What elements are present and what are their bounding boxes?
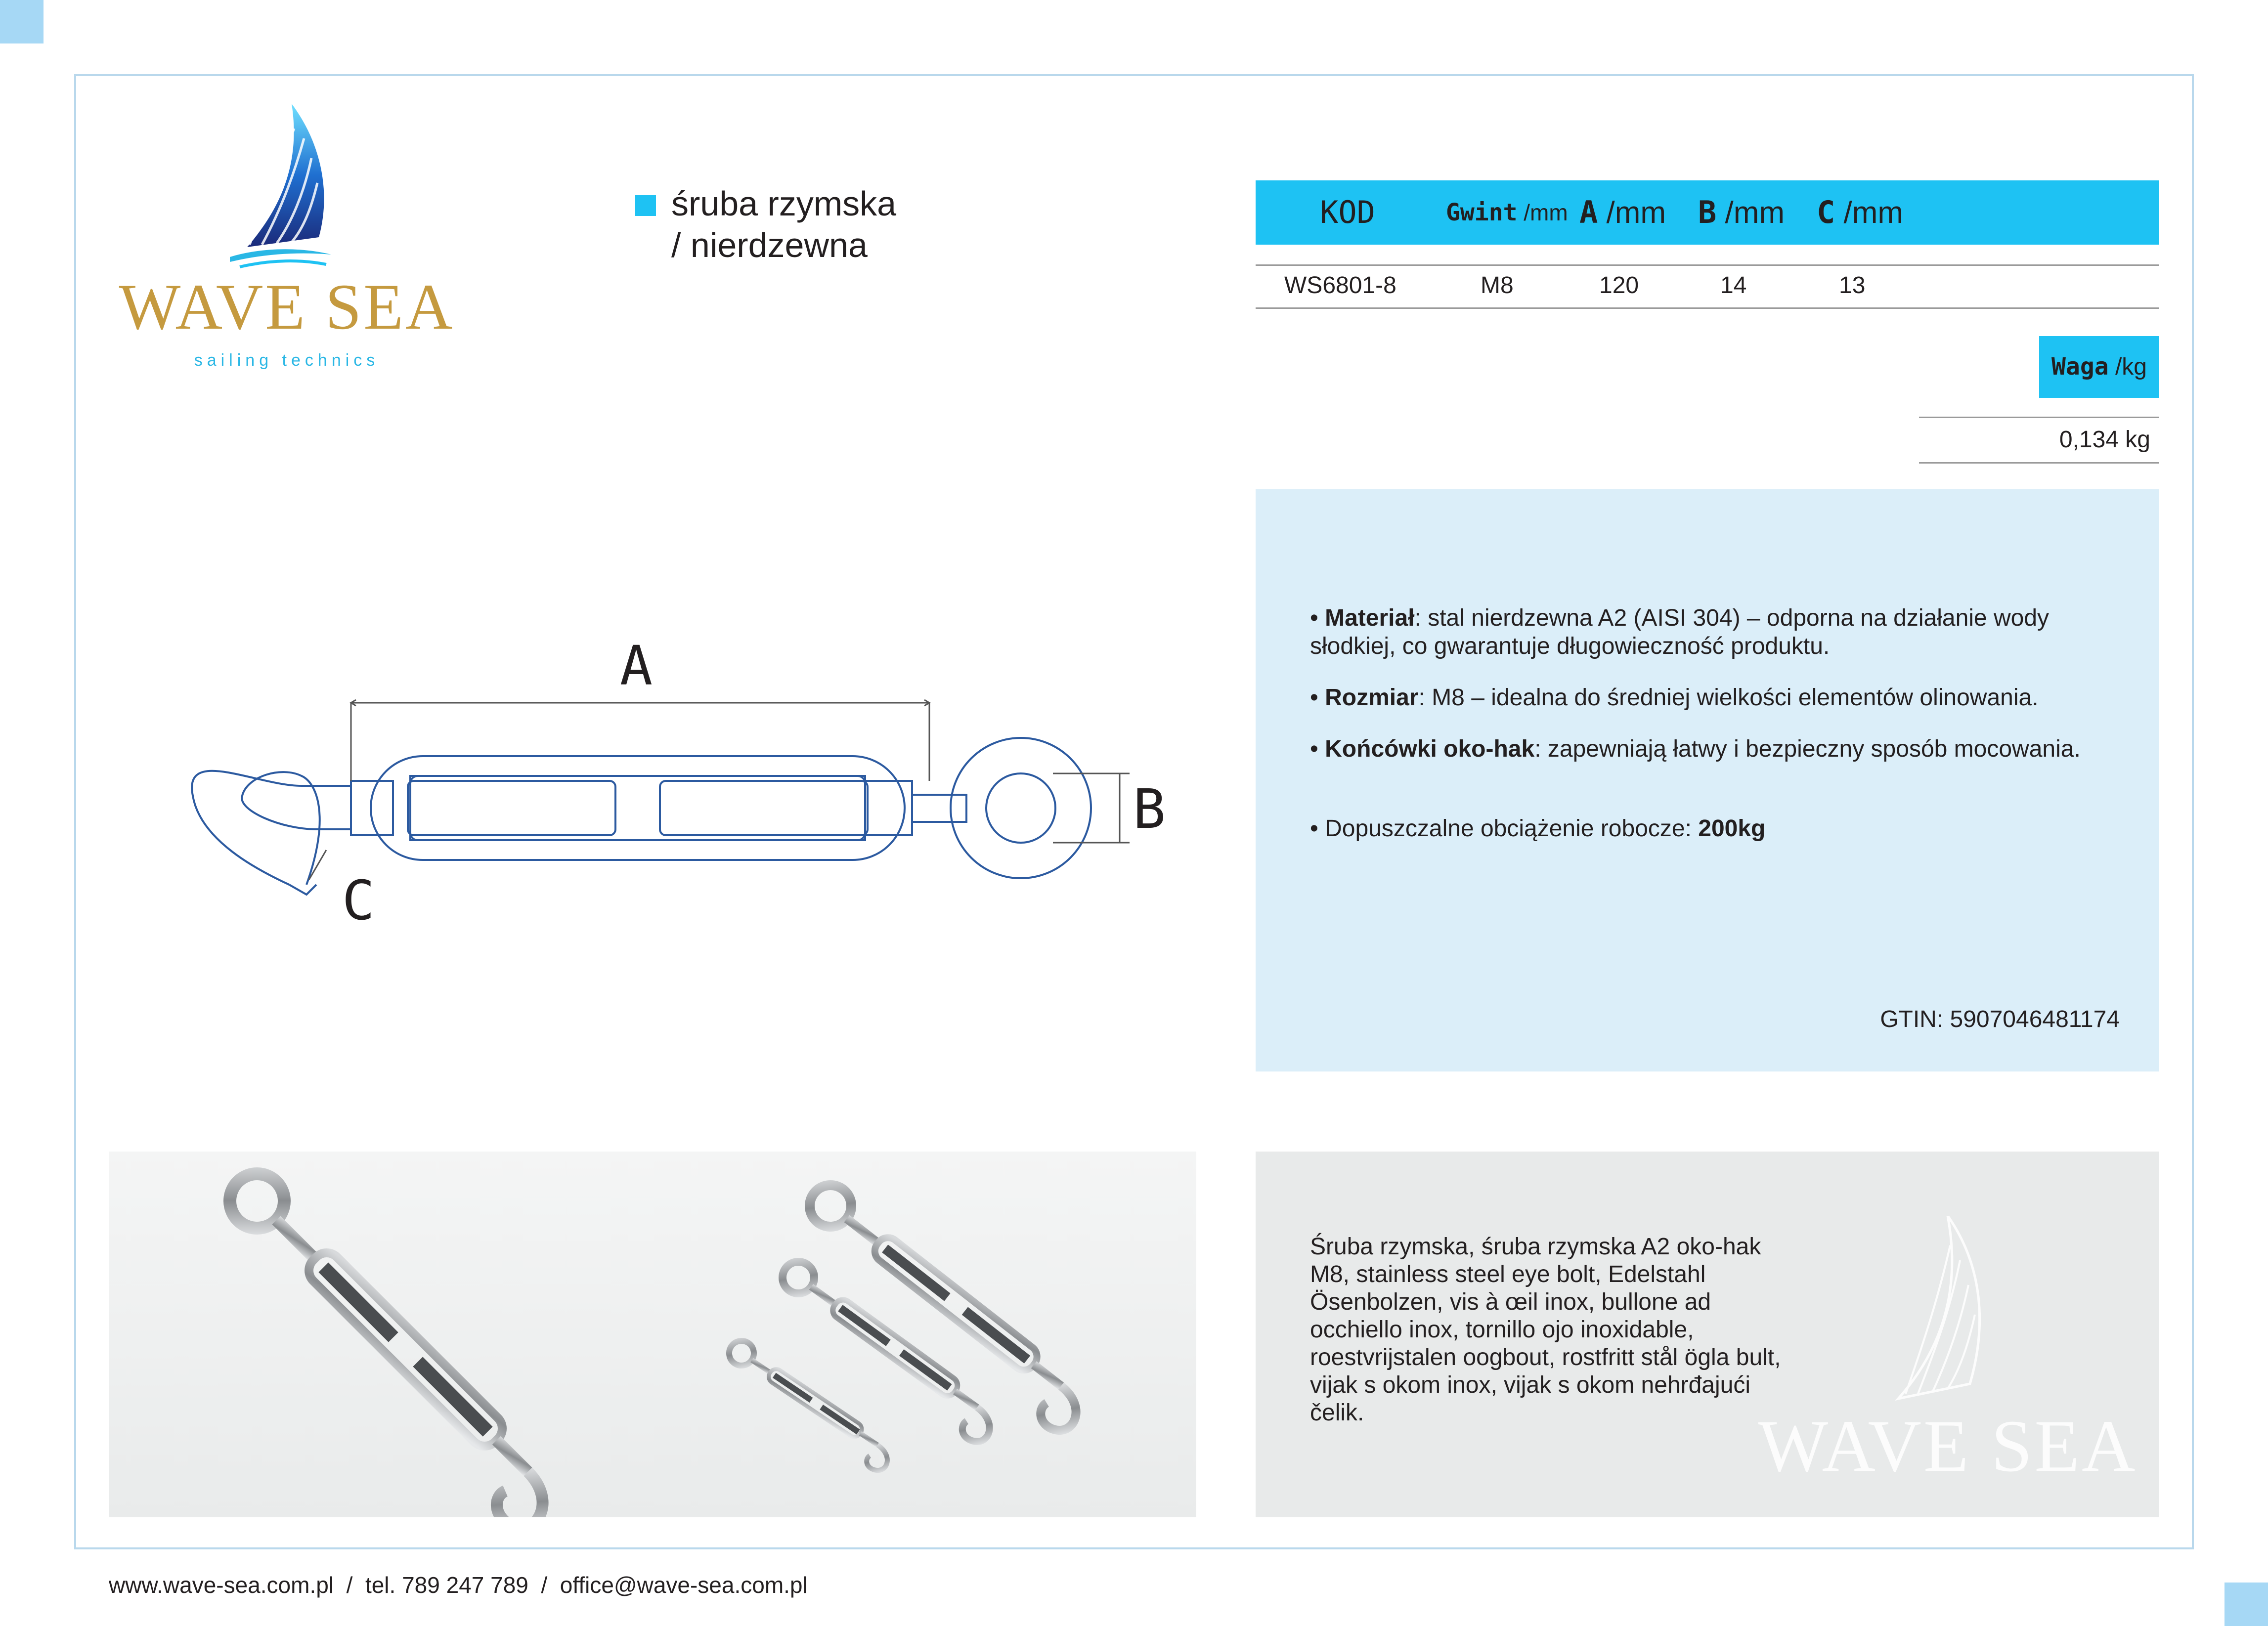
corner-marker-bottom-right [2224, 1583, 2268, 1626]
brand-logo [114, 99, 460, 376]
spec-panel [1256, 489, 2159, 1071]
weight-rule-bottom [1919, 462, 2159, 464]
title-marker [635, 195, 656, 216]
header-gwint: Gwint /mm [1446, 199, 1568, 226]
dim-label-a: A [619, 634, 653, 697]
footer-contact: www.wave-sea.com.pl / tel. 789 247 789 / office@wave-sea.com.pl [109, 1572, 808, 1598]
gtin-code: GTIN: 5907046481174 [1880, 1006, 2120, 1032]
description-panel [1256, 1152, 2159, 1517]
product-photo [109, 1152, 1196, 1517]
dim-label-c: C [342, 869, 375, 924]
product-description: Śruba rzymska, śruba rzymska A2 oko-hak M8, stainless steel eye bolt, Edelstahl Ösenbolzen, vis à œil inox, bullone ad occhiello inox, tornillo ojo inoxidable, roestvrijstalen oogbout, rostfritt stål ögla bult, vijak s okom inox, vijak s okom nehrđajući čelik. [1310, 1234, 1781, 1426]
spec-ends: • Końcówki oko-hak: zapewniają łatwy i bezpieczny sposób mocowania. [1310, 736, 2081, 762]
weight-header-label: Waga [2051, 353, 2109, 381]
header-c: C /mm [1817, 194, 1904, 230]
header-a: A /mm [1579, 194, 1666, 230]
table-rule-bottom [1256, 307, 2159, 309]
header-b: B /mm [1698, 194, 1785, 230]
cell-gwint: M8 [1481, 272, 1514, 299]
corner-marker-top-left [0, 0, 44, 43]
weight-header [2039, 336, 2159, 398]
spec-table-header [1256, 180, 2159, 245]
weight-header-unit: /kg [2108, 354, 2147, 380]
product-title-line2: / nierdzewna [671, 226, 868, 264]
cell-c: 13 [1839, 272, 1866, 299]
sail-logo-icon [114, 99, 460, 277]
cell-b: 14 [1720, 272, 1747, 299]
brand-tagline: sailing technics [194, 351, 380, 370]
turnbuckle-diagram [168, 618, 1181, 924]
cell-a: 120 [1599, 272, 1639, 299]
product-title-line1: śruba rzymska [671, 184, 897, 223]
product-title [671, 183, 896, 266]
weight-rule-top [1919, 417, 2159, 418]
table-rule-top [1256, 264, 2159, 266]
weight-value: 0,134 kg [2059, 427, 2150, 453]
header-kod: KOD [1320, 194, 1375, 230]
spec-load: • Dopuszczalne obciążenie robocze: 200kg [1310, 815, 1766, 842]
cell-kod: WS6801-8 [1284, 272, 1396, 299]
watermark-sail-icon [1864, 1216, 2012, 1423]
spec-material: • Materiał: stal nierdzewna A2 (AISI 304) – odporna na działanie wody słodkiej, co gwarantuje długowieczność produktu. [1310, 605, 2050, 659]
brand-name: WAVE SEA [119, 270, 455, 343]
watermark-text: WAVE SEA [1758, 1405, 2137, 1487]
technical-drawing [168, 618, 1181, 924]
turnbuckle-photo-illustration [109, 1152, 1196, 1517]
dim-label-b: B [1133, 777, 1166, 841]
spec-size: • Rozmiar: M8 – idealna do średniej wielkości elementów olinowania. [1310, 685, 2039, 711]
